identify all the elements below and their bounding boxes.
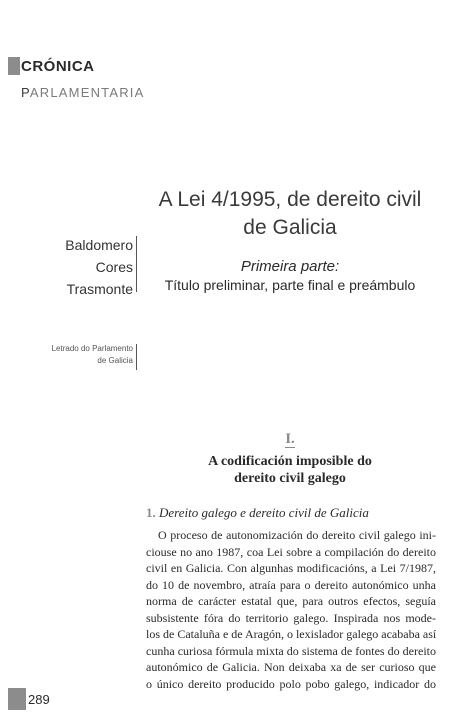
body-line: ciouse no ano 1987, coa Lei sobre a compilación do dereito	[146, 544, 436, 559]
body-line: o único dereito producido polo pobo galego, indicador do	[146, 676, 436, 691]
subsection-heading	[146, 505, 369, 521]
header-marker-box	[8, 57, 20, 75]
page-number-marker	[8, 688, 26, 710]
body-line: O proceso de autonomización do dereito civil galego ini-	[158, 528, 436, 542]
section-header-subtitle	[21, 85, 144, 100]
section-header-title	[21, 58, 95, 75]
body-paragraph	[146, 527, 436, 692]
page-number: 289	[28, 692, 50, 707]
body-line: civil en Galicia. Con algunhas modificacións, a Lei 7/1987,	[146, 561, 436, 575]
header-initial: C	[21, 58, 33, 75]
section-title-line1: A codificación imposible do	[208, 454, 372, 469]
author-line2: Cores	[95, 259, 133, 275]
header-sub-rest: ARLAMENTARIA	[29, 85, 145, 100]
body-line: norma de carácter estatal que, para outros efectos, seguía	[146, 594, 436, 608]
article-title	[140, 186, 440, 242]
article-title-line2: de Galicia	[243, 216, 337, 239]
body-line: autonómico de Galicia. Non deixaba xa de ser curioso que	[146, 660, 436, 674]
author-divider	[136, 236, 137, 292]
affiliation-divider	[136, 344, 137, 370]
affiliation-line2: de Galicia	[97, 356, 133, 365]
body-line: cunha curiosa fórmula mixta do sistema de fontes do dereito	[146, 643, 436, 658]
author-line3: Trasmonte	[66, 281, 133, 297]
body-line: subsistente fóra do territorio galego. Inspirada nos mode-	[146, 610, 436, 625]
body-line: do 10 de novembro, atraía para o dereito autonómico unha	[146, 577, 436, 592]
body-line: los de Cataluña e de Aragón, o lexislador galego acababa así	[146, 627, 437, 641]
header-rest: RÓNICA	[32, 58, 95, 75]
section-title	[140, 453, 440, 487]
subsection-number: 1.	[146, 505, 156, 520]
article-subtitle: Título preliminar, parte final e preámbulo	[164, 277, 416, 293]
author-affiliation	[52, 343, 133, 367]
header-sub-initial: P	[21, 85, 30, 100]
author-name	[65, 234, 133, 300]
subsection-title: Dereito galego e dereito civil de Galicia	[159, 505, 369, 520]
section-number: I.	[285, 431, 295, 447]
article-title-line1: A Lei 4/1995, de dereito civil	[158, 188, 422, 211]
author-line1: Baldomero	[65, 237, 133, 253]
affiliation-line1: Letrado do Parlamento	[51, 344, 133, 353]
article-subtitle-part: Primeira parte:	[240, 258, 340, 275]
section-title-line2: dereito civil galego	[234, 471, 346, 486]
